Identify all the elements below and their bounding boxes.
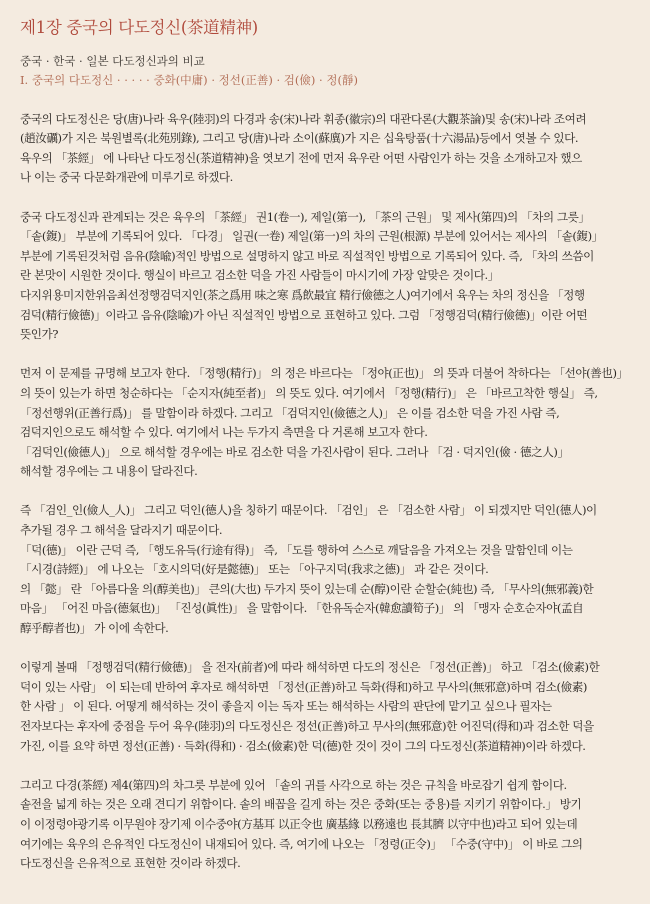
text-line: 한 사람 」 이 된다. 어떻게 해석하는 것이 좋을지 이는 독자 또는 해석하는 사람의 판단에 맡기고 싶으나 필자는 bbox=[20, 699, 552, 714]
body-text bbox=[20, 110, 632, 874]
text-line: 다도정신을 은유적으로 표현한 것이라 하겠다. bbox=[20, 856, 241, 871]
text-line: 전자보다는 후자에 중점을 두어 육우(陸羽)의 다도정신은 정선(正善)하고 무사의(無邪意)한 어진덕(得和)과 검소한 덕을 bbox=[20, 719, 594, 733]
chapter-title: 제1장 중국의 다도정신(茶道精神) bbox=[20, 18, 258, 37]
text-line: 醇乎醇者也)」 가 이에 속한다. bbox=[20, 621, 169, 636]
text-line: 「정선행위(正善行爲)」 를 말함이라 하겠다. 그리고 「검덕지인(儉德之人)」 은 이를 검소한 덕을 가진 사람 즉, bbox=[20, 405, 560, 420]
text-line: 다지위용미지한위음최선정행검덕지인(茶之爲用 味之寒 爲飲最宜 精行儉德之人)여기에서 육우는 차의 정신을 「정행 bbox=[20, 287, 585, 302]
paragraph-gap bbox=[20, 639, 632, 659]
text-line: 마음」 「어진 마음(德氣也)」 「진성(眞性)」 을 말함이다. 「한유독순자(韓愈讀筍子)」 의 「맹자 순호순자야(孟自 bbox=[20, 601, 584, 616]
spacer bbox=[20, 90, 632, 110]
paragraph-gap bbox=[20, 482, 632, 502]
paragraph bbox=[20, 776, 632, 874]
text-line: 솥전을 넓게 하는 것은 오래 견디기 위함이다. 솥의 배꼽을 길게 하는 것은 중화(또는 중용)를 지키기 위함이다.」 방기 bbox=[20, 797, 582, 812]
paragraph bbox=[20, 364, 632, 482]
text-line: 해석할 경우에는 그 내용이 달라진다. bbox=[20, 464, 198, 479]
text-line: 먼저 이 문제를 규명해 보고자 한다. 「정행(精行)」 의 정은 바르다는 「정야(正也)」 의 뜻과 더불어 착하다는 「선야(善也)」 bbox=[20, 366, 628, 381]
text-line: 덕이 있는 사람」 이 되는데 반하여 후자로 해석하면 「정선(正善)하고 득화(得和)하고 무사의(無邪意)하며 검소(儉素) bbox=[20, 679, 587, 694]
text-line: 추가될 경우 그 해석을 달라지기 때문이다. bbox=[20, 523, 223, 538]
text-line: 란 본맛이 시원한 것이다. 행실이 바르고 검소한 덕을 가진 사람들이 마시기에 가장 알맞은 것이다.」 bbox=[20, 268, 499, 283]
text-line: 검덕지인으로도 해석할 수 있다. 여기에서 나는 두가지 측면을 다 거론해 보고자 한다. bbox=[20, 425, 428, 440]
text-line: 부분에 기록된것처럼 음유(陰喩)적인 방법으로 설명하지 않고 바로 직설적인 방법으로 기록되어 있다. 즉, 「차의 쓰씀이 bbox=[20, 248, 594, 263]
paragraph bbox=[20, 501, 632, 638]
text-line: 그리고 다경(茶經) 제4(第四)의 차그릇 부분에 있어 「솥의 귀를 사각으로 하는 것은 규칙을 바로잡기 쉽게 함이다. bbox=[20, 777, 567, 792]
section-heading: Ⅰ. 중국의 다도정신 · · · · · 중화(中庸) · 정선(正善) · 검(儉) · 정(靜) bbox=[20, 73, 358, 87]
text-line: 즉 「검인_인(儉人_人)」 그리고 덕인(德人)을 칭하기 때문이다. 「검인」 은 「검소한 사람」 이 되겠지만 덕인(德人)이 bbox=[20, 503, 597, 518]
text-line: (趙汝礪)가 지은 북원별록(北苑別錄), 그리고 당(唐)나라 소이(蘇廙)가 지은 십육탕품(十六湯品)등에서 엿볼 수 있다. bbox=[20, 131, 579, 146]
text-line: 「시경(詩經)」 에 나오는 「호시의덕(好是懿德)」 또는 「아구지덕(我求之德)」 과 같은 것이다. bbox=[20, 562, 489, 577]
paragraph bbox=[20, 658, 632, 756]
text-line: 나 이는 중국 다문화개관에 미루기로 하겠다. bbox=[20, 170, 233, 185]
paragraph-gap bbox=[20, 756, 632, 776]
paragraph-gap bbox=[20, 188, 632, 208]
chapter-subtitle: 중국 · 한국 · 일본 다도정신과의 비교 bbox=[20, 54, 205, 68]
text-line: 육우의 「茶經」 에 나타난 다도정신(茶道精神)을 엿보기 전에 먼저 육우란 어떤 사람인가 하는 것을 소개하고자 했으 bbox=[20, 150, 582, 165]
text-line: 「덕(德)」 이란 근덕 즉, 「행도유득(行途有得)」 즉, 「도를 행하여 스스로 깨달음을 가져오는 것을 말함인데 이는 bbox=[20, 542, 573, 557]
text-line: 중국 다도정신과 관계되는 것은 육우의 「茶經」 권1(卷一), 제일(第一), 「茶의 근원」 및 제사(第四)의 「차의 그릇」 bbox=[20, 209, 590, 224]
paragraph-gap bbox=[20, 345, 632, 365]
text-line: 검덕(精行儉德)」이라고 음유(陰喩)가 아닌 직설적인 방법으로 표현하고 있다. 그럼 「정행검덕(精行儉德)」이란 어떤 bbox=[20, 307, 588, 322]
text-line: 중국의 다도정신은 당(唐)나라 육우(陸羽)의 다경과 송(宋)나라 휘종(徽宗)의 대관다론(大觀茶論)및 송(宋)나라 조여려 bbox=[20, 111, 587, 126]
text-line: 「솥(鍑)」 부분에 기록되어 있다. 「다경」 일권(一卷) 제일(第一)의 차의 근원(根源) 부분에 있어서는 제사의 「솥(鍑)」 bbox=[20, 229, 603, 244]
text-line: 의 뜻이 있는가 하면 청순하다는 「순지자(純至者)」 의 뜻도 있다. 여기에서 「정행(精行)」 은 「바르고착한 행실」 즉, bbox=[20, 385, 598, 400]
text-line: 여기에는 육우의 은유적인 다도정신이 내재되어 있다. 즉, 여기에 나오는 「정령(正令)」 「수중(守中)」 이 바로 그의 bbox=[20, 836, 583, 851]
text-line: 이 이정령야광기록 이무원야 장기제 이수중야(方基耳 以正令也 廣基緣 以務遠也 長其臍 以守中也)라고 되어 있는데 bbox=[20, 816, 578, 831]
paragraph bbox=[20, 110, 632, 188]
text-line: 「검덕인(儉德人)」 으로 해석할 경우에는 바로 검소한 덕을 가진사람이 된다. 그러나 「검 · 덕지인(儉 · 德之人)」 bbox=[20, 444, 569, 459]
text-line: 의 「懿」 란 「아름다울 의(醇美也)」 큰의(大也) 두가지 뜻이 있는데 순(醇)이란 순할순(純也) 즉, 「무사의(無邪義)한 bbox=[20, 581, 594, 596]
text-line: 뜻인가? bbox=[20, 327, 59, 342]
paragraph bbox=[20, 208, 632, 345]
text-line: 가진, 이를 요약 하면 정선(正善) · 득화(得和) · 검소(儉素)한 덕(德)한 것이 것이 그의 다도정신(茶道精神)이라 하겠다. bbox=[20, 738, 586, 753]
text-line: 이렇게 볼때 「정행검덕(精行儉德)」 을 전자(前者)에 따라 해석하면 다도의 정신은 「정선(正善)」 하고 「검소(儉素)한 bbox=[20, 660, 600, 675]
